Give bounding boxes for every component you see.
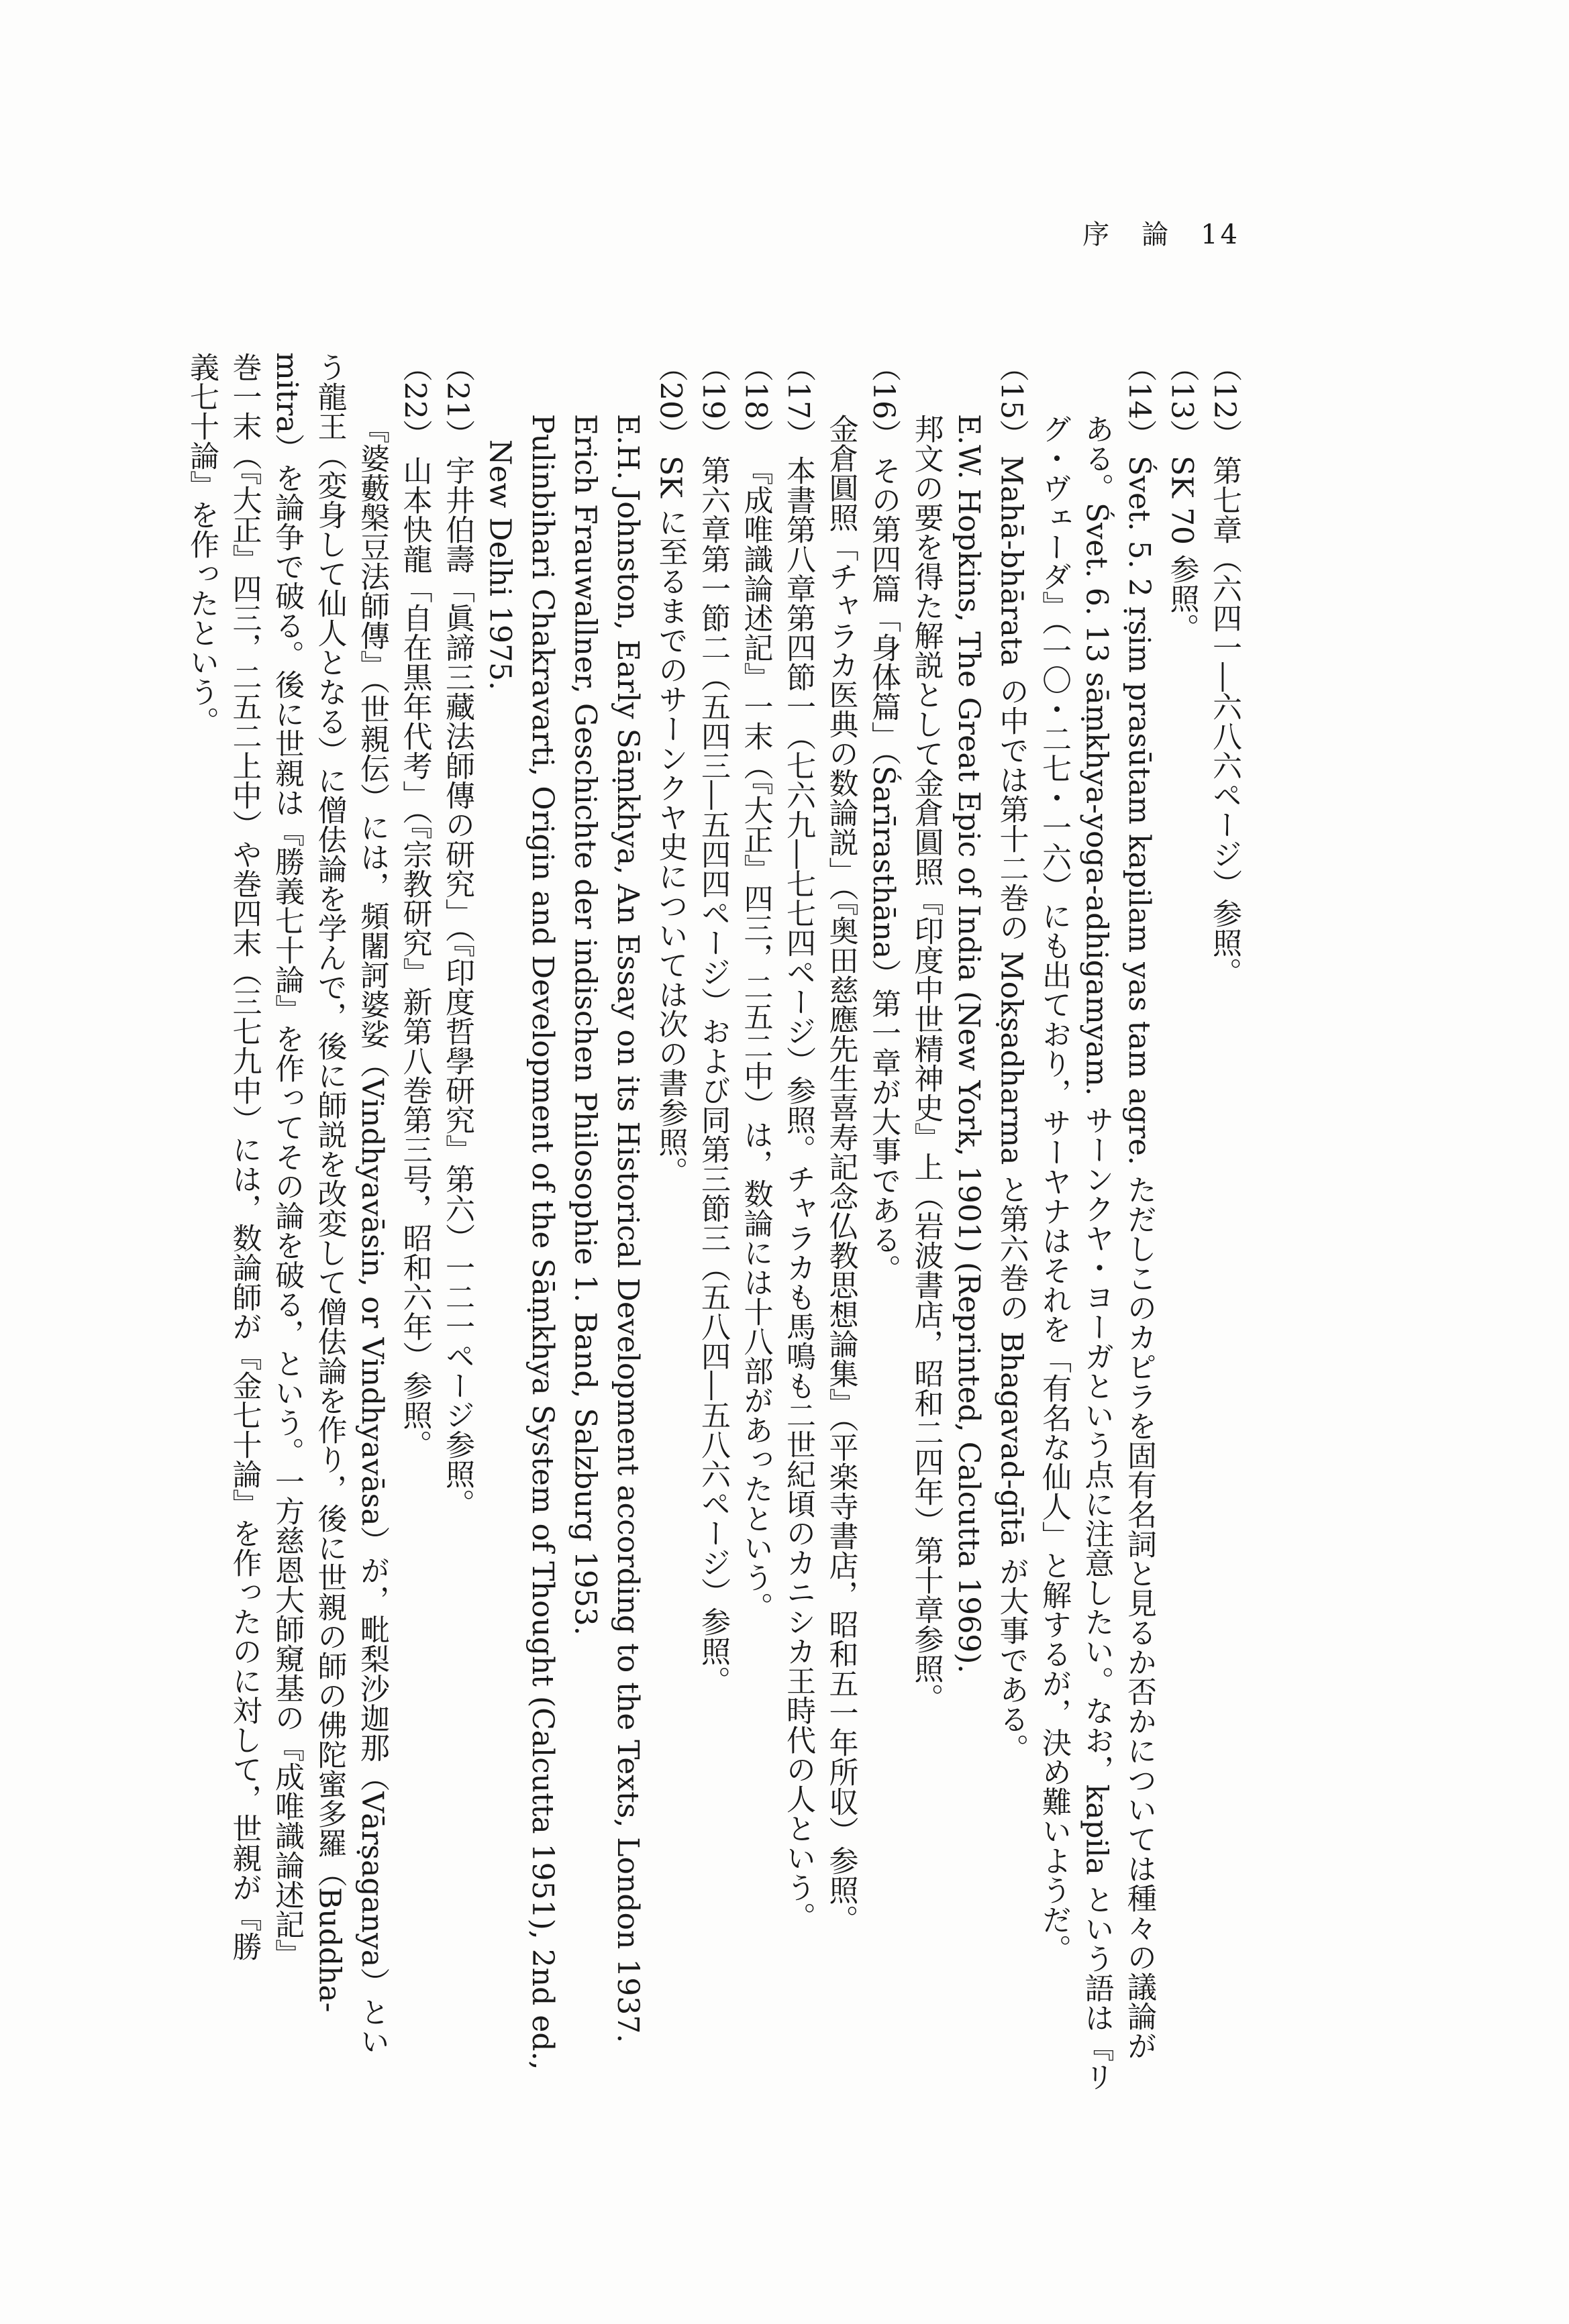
note-line: 山本快龍「自在黒年代考」（『宗教研究』新第八巻第三号，昭和六年）参照。 xyxy=(397,456,432,1459)
note-line: ある。Śvet. 6. 13 sāṃkhya-yoga-adhigamyam. サーンクヤ・ヨーガという点に注意したい。なお，kapila という語は『リ xyxy=(1079,414,1114,2091)
note-15 xyxy=(990,352,1033,2097)
note-20-line-2 xyxy=(607,352,650,2097)
note-line: Erich Frauwallner, Geschichte der indischen Philosophie 1. Band, Salzburg 1953. xyxy=(568,414,603,1636)
note-line: Pulinbihari Chakravarti, Origin and Development of the Sāṃkhya System of Thought (Calcutta 1951), 2nd ed., xyxy=(525,414,560,2070)
note-number: （15） xyxy=(994,352,1029,449)
note-number: （20） xyxy=(653,352,688,449)
note-22 xyxy=(393,352,436,2097)
note-number: （17） xyxy=(781,352,815,449)
page-number: 14 xyxy=(1201,219,1240,250)
note-22-line-4 xyxy=(266,352,309,2097)
note-line: E.W. Hopkins, The Great Epic of India (New York, 1901) (Reprinted, Calcutta 1969). xyxy=(952,414,986,1674)
note-13 xyxy=(1160,352,1203,2097)
running-head xyxy=(1082,213,1240,252)
endnotes-block xyxy=(91,352,1246,2097)
note-number: （21） xyxy=(440,352,474,449)
note-line: 宇井伯壽「眞諦三藏法師傳の研究」（『印度哲學研究』第六）一二一ページ参照。 xyxy=(440,456,474,1518)
note-line: 第六章第一節二（五四三―五四四ページ）および同第三節三（五八四―五八六ページ）参照。 xyxy=(696,456,730,1695)
note-line: 巻一末（『大正』四三，二五二上中）や巻四末（三七九中）には，数論師が『金七十論』を作ったのに対して，世親が『勝 xyxy=(227,352,262,1961)
note-17 xyxy=(777,352,820,2097)
note-16 xyxy=(862,352,905,2097)
note-line: 義七十論』を作ったという。 xyxy=(185,352,219,736)
note-20-line-4 xyxy=(521,352,564,2097)
note-22-line-6 xyxy=(181,352,223,2097)
note-15-line-2 xyxy=(948,352,991,2097)
note-line: その第四篇「身体篇」（Śarīrasthāna）第一章が大事である。 xyxy=(866,456,901,1284)
note-line: 『成唯識論述記』一末（『大正』四三，二五二中）は，数論には十八部があったという。 xyxy=(738,456,773,1622)
note-line: New Delhi 1975. xyxy=(483,439,517,690)
note-number: （19） xyxy=(696,352,730,449)
note-number: （12） xyxy=(1207,352,1242,449)
note-number: （14） xyxy=(1122,352,1156,449)
note-line: SK に至るまでのサーンクヤ史については次の書参照。 xyxy=(653,456,688,1186)
note-line: Mahā-bhārata の中では第十二巻の Mokṣadharma と第六巻の Bhagavad-gītā が大事である。 xyxy=(994,456,1029,1763)
note-line: う龍王（変身して仙人となる）に僧佉論を学んで，後に師説を改変して僧佉論を作り，後に世親の師の佛陀蜜多羅（Buddha- xyxy=(312,352,347,2013)
note-20 xyxy=(649,352,692,2097)
note-line: グ・ヴェーダ』（一〇・二七・一六）にも出ており，サーヤナはそれを「有名な仙人」と解するが，決め難いようだ。 xyxy=(1037,414,1071,1964)
note-20-line-5 xyxy=(478,352,521,2097)
note-line: Śvet. 5. 2 ṛṣim prasūtam kapilam yas tam agre. ただしこのカピラを固有名詞と見るか否かについては種々の議論が xyxy=(1122,456,1156,2060)
note-12 xyxy=(1203,352,1246,2097)
note-number: （18） xyxy=(738,352,773,449)
note-15-line-3 xyxy=(905,352,948,2097)
note-line: 邦文の要を得た解説として金倉圓照『印度中世精神史』上（岩波書店，昭和二四年）第十章参照。 xyxy=(909,414,944,1713)
note-16-line-2 xyxy=(819,352,862,2097)
running-head-title-1: 序 xyxy=(1082,219,1113,250)
note-line: 『婆藪槃豆法師傳』（世親伝）には，頻闍訶婆娑（Vindhyavāsin, or Vindhyavāsa）が，毗梨沙迦那（Vārṣaganya）とい xyxy=(355,414,389,2056)
note-line: 第七章（六四一―六八六ページ）参照。 xyxy=(1207,456,1242,987)
note-14-line-2 xyxy=(1075,352,1118,2097)
note-line: E.H. Johnston, Early Sāṃkhya, An Essay on its Historical Development according to the Texts, London 1937. xyxy=(611,414,645,2044)
note-22-line-2 xyxy=(351,352,394,2097)
note-14 xyxy=(1118,352,1161,2097)
note-19 xyxy=(692,352,735,2097)
running-head-title-2: 論 xyxy=(1142,219,1172,250)
note-line: 本書第八章第四節一（七六九―七七四ページ）参照。チャラカも馬鳴も二世紀頃のカニシカ王時代の人という。 xyxy=(781,456,815,1932)
note-line: 金倉圓照「チャラカ医典の数論説」（『奥田慈應先生喜寿記念仏教思想論集』（平楽寺書店，昭和五一年所収）参照。 xyxy=(823,414,858,1934)
note-line: SK 70 参照。 xyxy=(1164,456,1199,643)
note-21 xyxy=(436,352,479,2097)
note-22-line-5 xyxy=(223,352,266,2097)
note-22-line-3 xyxy=(308,352,351,2097)
note-number: （13） xyxy=(1164,352,1199,449)
note-number: （22） xyxy=(397,352,432,449)
note-14-line-3 xyxy=(1033,352,1076,2097)
note-number: （16） xyxy=(866,352,901,449)
note-20-line-3 xyxy=(564,352,607,2097)
note-18 xyxy=(734,352,777,2097)
note-line: mitra）を論争で破る。後に世親は『勝義七十論』を作ってその論を破る，という。一方慈恩大師窺基の『成唯識論述記』 xyxy=(270,352,304,1968)
